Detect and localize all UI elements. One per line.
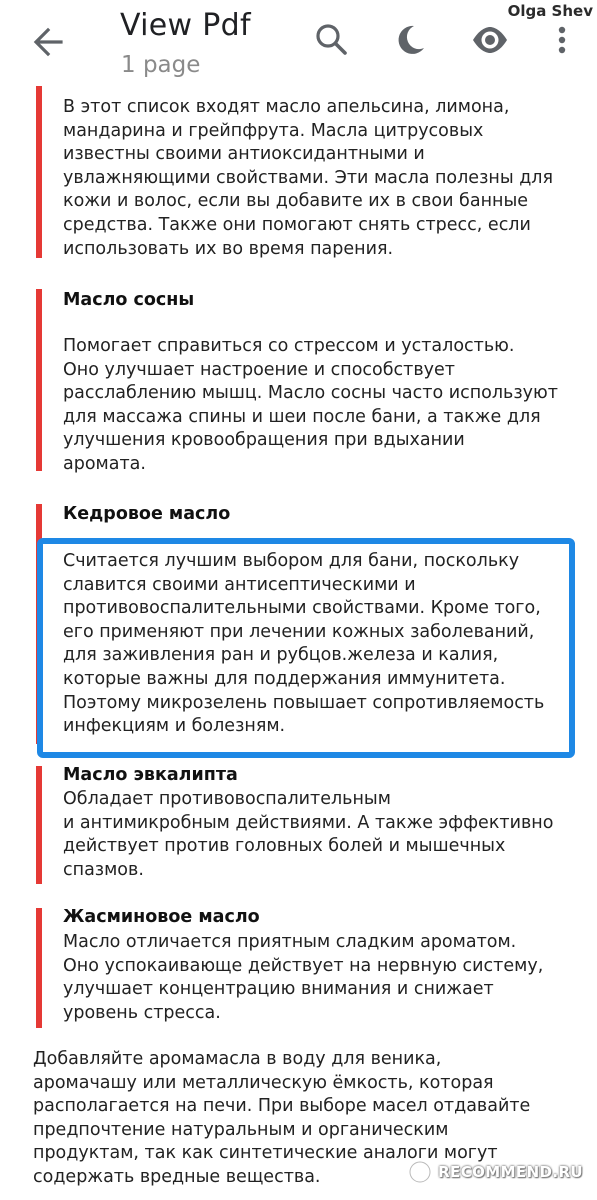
text-line: славится своими антисептическими и: [63, 574, 416, 595]
text-line: противовоспалительными свойствами. Кроме того,: [63, 598, 541, 619]
text-line: Поэтому микрозелень повышает сопротивляемость: [63, 692, 545, 713]
text-line: инфекциям и болезням.: [63, 716, 286, 737]
text-line: спазмов.: [63, 859, 144, 880]
citrus-text: [63, 96, 553, 261]
text-line: Считается лучшим выбором для бани, поскольку: [63, 551, 520, 571]
text-line: содержать вредные вещества.: [33, 1166, 321, 1187]
text-line: его применяют при лечении кожных заболеваний,: [63, 621, 535, 642]
section-heading-pine: Масло сосны: [63, 290, 195, 310]
text-line: действует против головных болей и мышечных: [63, 836, 506, 857]
page-title: View Pdf: [120, 8, 251, 43]
text-line: кожи и волос, если вы добавите их в свои банные: [63, 191, 529, 212]
text-line: Добавляйте аромамасла в воду для веника,: [33, 1049, 442, 1069]
text-line: продуктам, так как синтетические аналоги могут: [33, 1143, 498, 1164]
text-line: уровень стресса.: [63, 1002, 221, 1023]
text-line: улучшает концентрацию внимания и снижает: [63, 979, 494, 1000]
text-line: использовать их во время парения.: [63, 238, 394, 259]
section-accent-bar: [36, 289, 42, 471]
text-line: мандарина и грейпфрута. Масла цитрусовых: [63, 120, 484, 141]
text-line: предпочтение натуральным и органическим: [33, 1119, 449, 1140]
jasmine-text: [63, 931, 543, 1025]
section-heading-cedar: Кедровое масло: [63, 504, 231, 524]
text-line: Оно улучшает настроение и способствует: [63, 359, 455, 380]
text-line: средства. Также они помогают снять стресс, если: [63, 214, 531, 235]
text-line: увлажняющими свойствами. Эти масла полезны для: [63, 167, 554, 188]
text-line: и антимикробным действиями. А также эффективно: [63, 812, 554, 833]
watermark: [408, 1158, 583, 1186]
section-heading-eucalyptus: Масло эвкалипта: [63, 765, 238, 785]
eucalyptus-text: [63, 788, 553, 882]
section-accent-bar: [36, 86, 42, 258]
text-line: для массажа спины и шеи после бани, а также для: [63, 406, 541, 427]
text-line: В этот список входят масло апельсина, лимона,: [63, 97, 510, 117]
text-line: Оно успокаивающе действует на нервную систему,: [63, 955, 544, 976]
pine-text: [63, 335, 558, 477]
text-line: которые важны для поддержания иммунитета.: [63, 668, 506, 689]
text-line: Масло отличается приятным сладким ароматом.: [63, 932, 517, 952]
text-line: располагается на печи. При выборе масел отдавайте: [33, 1096, 531, 1117]
section-accent-bar: [36, 766, 42, 884]
text-line: аромата.: [63, 453, 146, 474]
watermark-text: RECOMMEND.RU: [438, 1163, 583, 1181]
text-line: для заживления ран и рубцов.железа и калия,: [63, 645, 499, 666]
section-heading-jasmine: Жасминовое масло: [63, 907, 260, 927]
text-line: известны своими антиоксидантными и: [63, 144, 425, 165]
text-line: Обладает противовоспалительным: [63, 789, 391, 809]
section-accent-bar: [36, 908, 42, 1028]
recommend-logo-icon: [408, 1160, 432, 1184]
user-name-label: Olga Shev: [507, 2, 593, 20]
page-count: 1 page: [121, 52, 201, 78]
text-line: аромачашу или металлическую ёмкость, которая: [33, 1072, 494, 1093]
text-line: Помогает справиться со стрессом и усталостью.: [63, 336, 515, 356]
cedar-text: [63, 550, 544, 739]
text-line: улучшения кровообращения при вдыхании: [63, 430, 465, 451]
text-line: расслаблению мышц. Масло сосны часто используют: [63, 383, 558, 404]
